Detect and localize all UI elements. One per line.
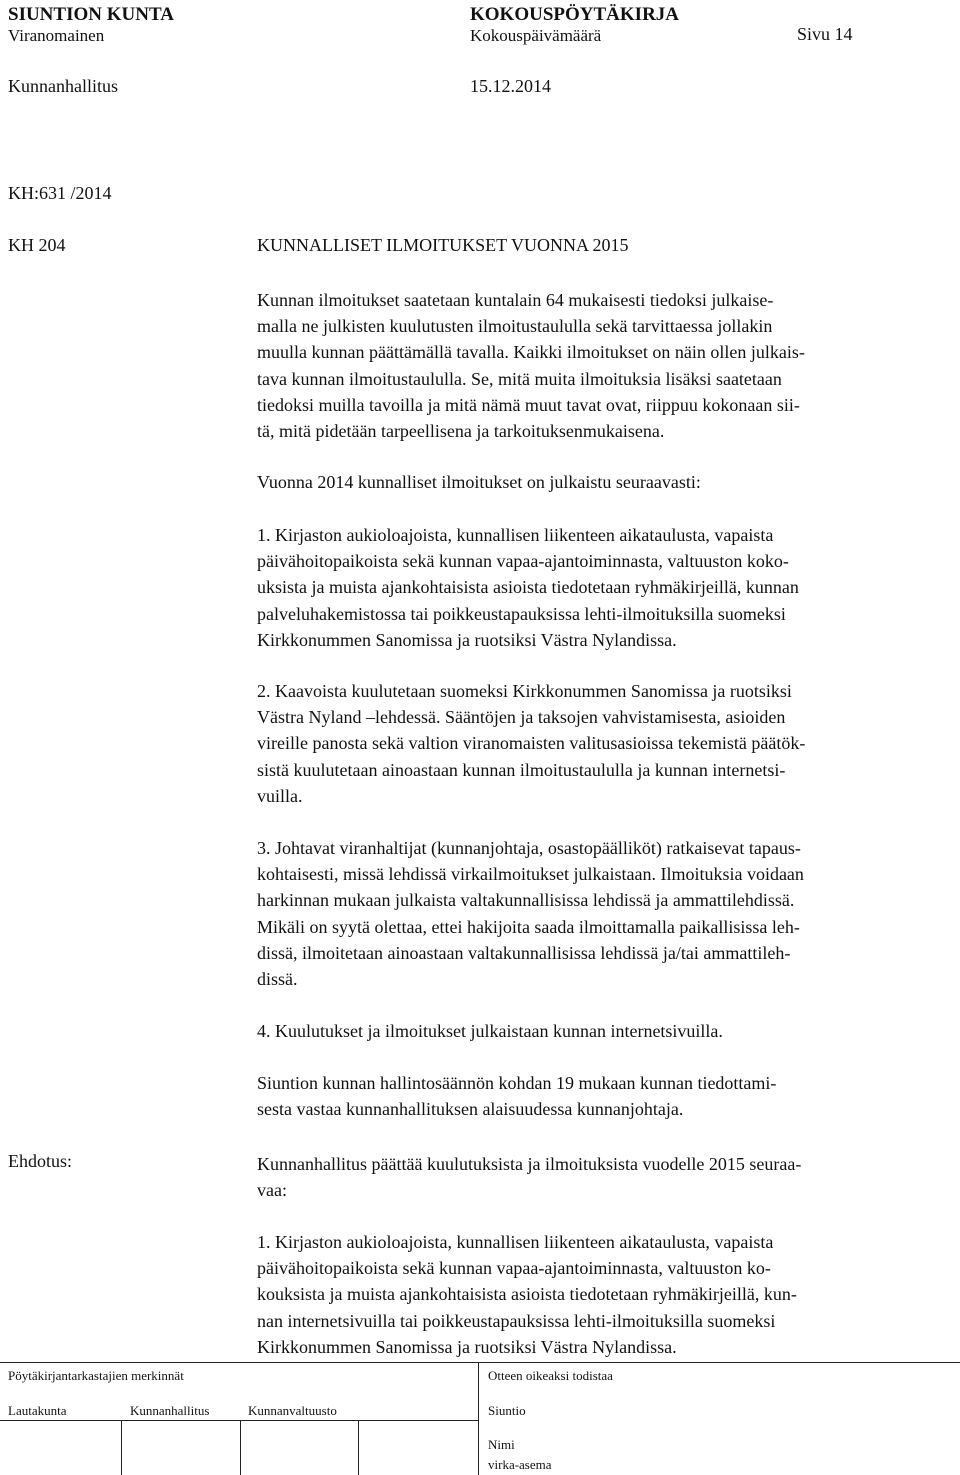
text-line: Mikäli on syytä olettaa, ettei hakijoita saada ilmoittamalla paikallisissa leh- [257, 916, 800, 937]
text-line: Kirkkonummen Sanomissa ja ruotsiksi Västra Nylandissa. [257, 1336, 677, 1357]
paragraph-item-2 [257, 678, 805, 809]
text-line: 3. Johtavat viranhaltijat (kunnanjohtaja, osastopäälliköt) ratkaisevat tapaus- [257, 838, 801, 858]
text-line: kouksista ja muista ajankohtaisista asioista tiedotetaan ryhmäkirjeillä, kun- [257, 1284, 797, 1305]
text-line: 1. Kirjaston aukioloajoista, kunnallisen liikenteen aikataulusta, vapaista [257, 1232, 774, 1252]
paragraph-proposal-item-1 [257, 1229, 797, 1360]
page-number: Sivu 14 [797, 24, 853, 44]
paragraph-item-4 [257, 1018, 723, 1044]
text-line: päivähoitopaikoista sekä kunnan vapaa-ajantoiminnasta, valtuuston ko- [257, 1258, 771, 1279]
paragraph-regulation [257, 1070, 776, 1122]
text-line: malla ne julkisten kuulutusten ilmoitustaululla sekä tarvittaessa jollakin [257, 316, 773, 337]
footer-column-divider [478, 1362, 479, 1475]
text-line: 1. Kirjaston aukioloajoista, kunnallisen liikenteen aikataulusta, vapaista [257, 525, 774, 545]
position-label: virka-asema [488, 1457, 552, 1472]
text-line: dissä, ilmoitetaan ainoastaan valtakunnallisissa lehdissä ja/tai ammattileh- [257, 942, 791, 963]
signature-column-lautakunta: Lautakunta [8, 1403, 67, 1418]
meeting-date: 15.12.2014 [470, 76, 551, 96]
text-line: 2. Kaavoista kuulutetaan suomeksi Kirkkonummen Sanomissa ja ruotsiksi [257, 681, 792, 701]
text-line: uksista ja muista ajankohtaisista asioista tiedotetaan ryhmäkirjeillä, kunnan [257, 577, 799, 598]
section-number: KH 204 [8, 235, 66, 255]
text-line: vuilla. [257, 785, 303, 806]
text-line: Siuntion kunnan hallintosäännön kohdan 19 mukaan kunnan tiedottami- [257, 1073, 777, 1093]
text-line: 4. Kuulutukset ja ilmoitukset julkaistaan kunnan internetsivuilla. [257, 1021, 723, 1041]
paragraph-item-1 [257, 522, 799, 653]
certified-label: Otteen oikeaksi todistaa [488, 1368, 613, 1383]
footer-divider [0, 1362, 960, 1363]
text-line: päivähoitopaikoista sekä kunnan vapaa-ajantoiminnasta, valtuuston koko- [257, 551, 789, 572]
section-title: KUNNALLISET ILMOITUKSET VUONNA 2015 [257, 235, 629, 255]
text-line: Vuonna 2014 kunnalliset ilmoitukset on julkaistu seuraavasti: [257, 472, 701, 492]
case-reference: KH:631 /2014 [8, 183, 112, 203]
text-line: tiedoksi muilla tavoilla ja mitä nämä muut tavat ovat, riippuu kokonaan sii- [257, 394, 800, 415]
text-line: Kunnanhallitus päättää kuulutuksista ja ilmoituksista vuodelle 2015 seuraa- [257, 1154, 802, 1174]
paragraph-proposal [257, 1151, 801, 1203]
signature-column-kunnanvaltuusto: Kunnanvaltuusto [248, 1403, 337, 1418]
text-line: muulla kunnan päättämällä tavalla. Kaikki ilmoitukset on näin ollen julkais- [257, 342, 805, 363]
text-line: tä, mitä pidetään tarpeellisena ja tarkoituksenmukaisena. [257, 420, 665, 441]
org-name: SIUNTION KUNTA [8, 4, 174, 25]
authority-label: Viranomainen [8, 26, 105, 45]
text-line: vireille panosta sekä valtion viranomaisten valitusasioissa tekemistä päätök- [257, 733, 806, 754]
name-label: Nimi [488, 1437, 515, 1452]
reviewers-label: Pöytäkirjantarkastajien merkinnät [8, 1368, 184, 1383]
text-line: palveluhakemistossa tai poikkeustapauksissa lehti-ilmoituksilla suomeksi [257, 603, 786, 624]
text-line: tava kunnan ilmoitustaululla. Se, mitä muita ilmoituksia lisäksi saatetaan [257, 368, 782, 389]
text-line: vaa: [257, 1180, 287, 1201]
text-line: kohtaisesti, missä lehdissä virkailmoitukset julkaistaan. Ilmoituksia voidaan [257, 864, 804, 885]
signature-cell-divider [121, 1420, 122, 1475]
certification-place: Siuntio [488, 1403, 526, 1418]
document-type: KOKOUSPÖYTÄKIRJA [470, 4, 680, 25]
paragraph-2014-summary [257, 469, 701, 495]
date-label: Kokouspäivämäärä [470, 26, 602, 45]
paragraph-intro [257, 287, 805, 444]
authority-name: Kunnanhallitus [8, 76, 118, 96]
signature-column-kunnanhallitus: Kunnanhallitus [130, 1403, 210, 1418]
text-line: nan internetsivuilla tai poikkeustapauksissa lehti-ilmoituksilla suomeksi [257, 1310, 776, 1331]
paragraph-item-3 [257, 835, 804, 992]
text-line: sistä kuulutetaan ainoastaan kunnan ilmoitustaululla ja kunnan internetsi- [257, 759, 786, 780]
signature-cell-divider [358, 1420, 359, 1475]
signature-cell-divider [240, 1420, 241, 1475]
text-line: Kunnan ilmoitukset saatetaan kuntalain 64 mukaisesti tiedoksi julkaise- [257, 290, 774, 310]
text-line: Västra Nyland –lehdessä. Sääntöjen ja taksojen vahvistamisesta, asioiden [257, 707, 786, 728]
signature-row-divider [0, 1420, 478, 1421]
text-line: dissä. [257, 968, 298, 989]
text-line: harkinnan mukaan julkaista valtakunnallisissa lehdissä ja ammattilehdissä. [257, 890, 795, 911]
text-line: Kirkkonummen Sanomissa ja ruotsiksi Västra Nylandissa. [257, 629, 677, 650]
proposal-label: Ehdotus: [8, 1151, 73, 1171]
text-line: sesta vastaa kunnanhallituksen alaisuudessa kunnanjohtaja. [257, 1099, 684, 1120]
